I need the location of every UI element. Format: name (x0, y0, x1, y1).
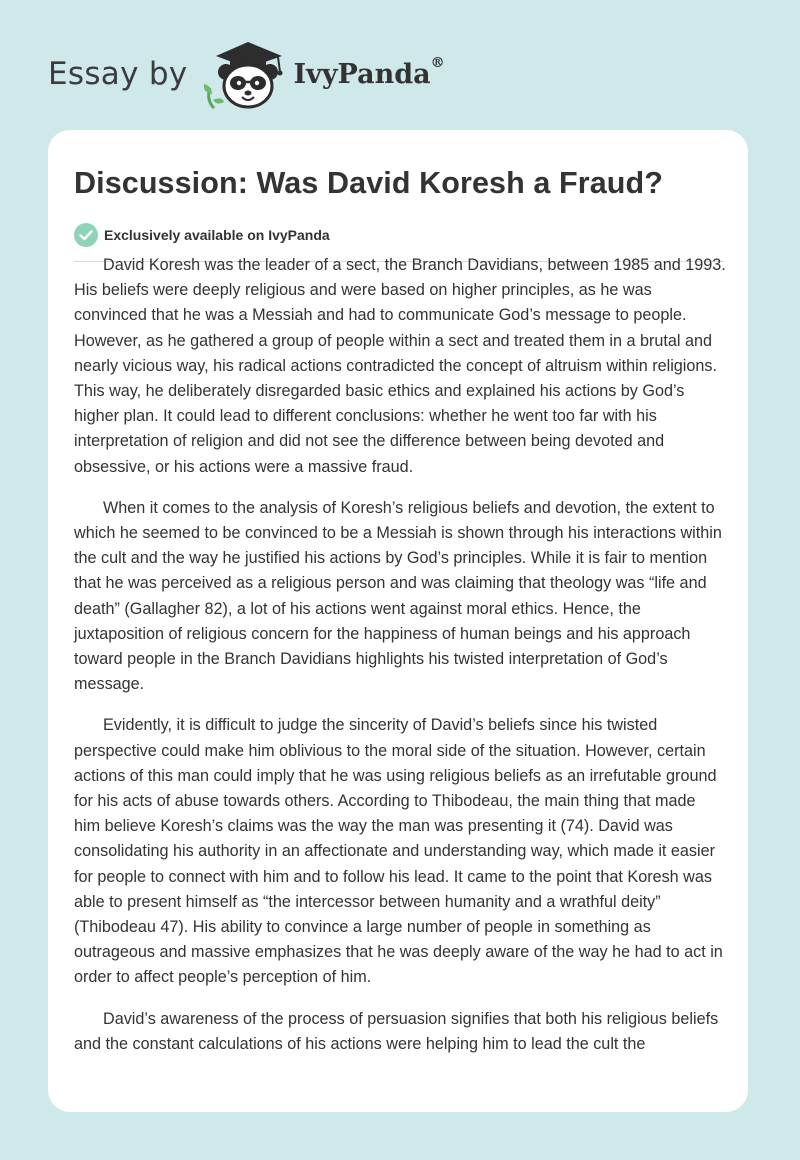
paragraph: David’s awareness of the process of persuasion signifies that both his religious beliefs and the constant calculations of his actions were helping him to lead the cult the (74, 1009, 719, 1053)
paragraph: David Koresh was the leader of a sect, the Branch Davidians, between 1985 and 1993. His beliefs were deeply religious and were based on higher principles, as he was convinced that he was a Messiah and had to communicate God’s message to people. However, as he gathered a group of people within a sect and treated them in a brutal and nearly vicious way, his radical actions contradicted the concept of altruism within religions. This way, he deliberately disregarded basic ethics and explained his actions by God’s higher plan. It could lead to different conclusions: whether he went too far with his interpretation of religion and did not see the difference between being devoted and obsessive, or his actions were a massive fraud. (74, 256, 726, 476)
essay-by-label: Essay by (48, 56, 188, 92)
exclusive-badge (74, 223, 330, 247)
essay-body (74, 253, 726, 1073)
paragraph: Evidently, it is difficult to judge the sincerity of David’s beliefs since his twisted perspective could make him oblivious to the moral side of the situation. However, certain actions of this man could imply that he was using religious beliefs as an irrefutable ground for his acts of abuse towards others. According to Thibodeau, the main thing that made him believe Koresh’s claims was the way the man was presenting it (74). David was consolidating his authority in an affectionate and understanding way, which made it easier for people to connect with him and to follow his lead. It came to the point that Koresh was able to present himself as “the intercessor between humanity and a wrathful deity” (Thibodeau 47). His ability to convince a large number of people in something as outrageous and massive emphasizes that he was deeply aware of the way he had to act in order to affect people’s perception of him. (74, 716, 723, 987)
paragraph: When it comes to the analysis of Koresh’s religious beliefs and devotion, the extent to which he seemed to be convinced to be a Messiah is shown through his interactions within the cult and the way he justified his actions by God’s principles. While it is fair to mention that he was perceived as a religious person and was claiming that theology was “life and death” (Gallagher 82), a lot of his actions went against moral ethics. Hence, the juxtaposition of religious concern for the happiness of human beings and his approach toward people in the Branch Davidians highlights his twisted interpretation of God’s message. (74, 498, 722, 694)
exclusive-label: Exclusively available on IvyPanda (104, 227, 330, 243)
brand-name: IvyPanda® (293, 54, 445, 90)
panda-logo-icon[interactable] (204, 38, 288, 110)
essay-card (48, 130, 748, 1112)
page-title: Discussion: Was David Koresh a Fraud? (74, 166, 663, 200)
check-circle-icon (74, 223, 98, 247)
site-header (48, 38, 445, 110)
